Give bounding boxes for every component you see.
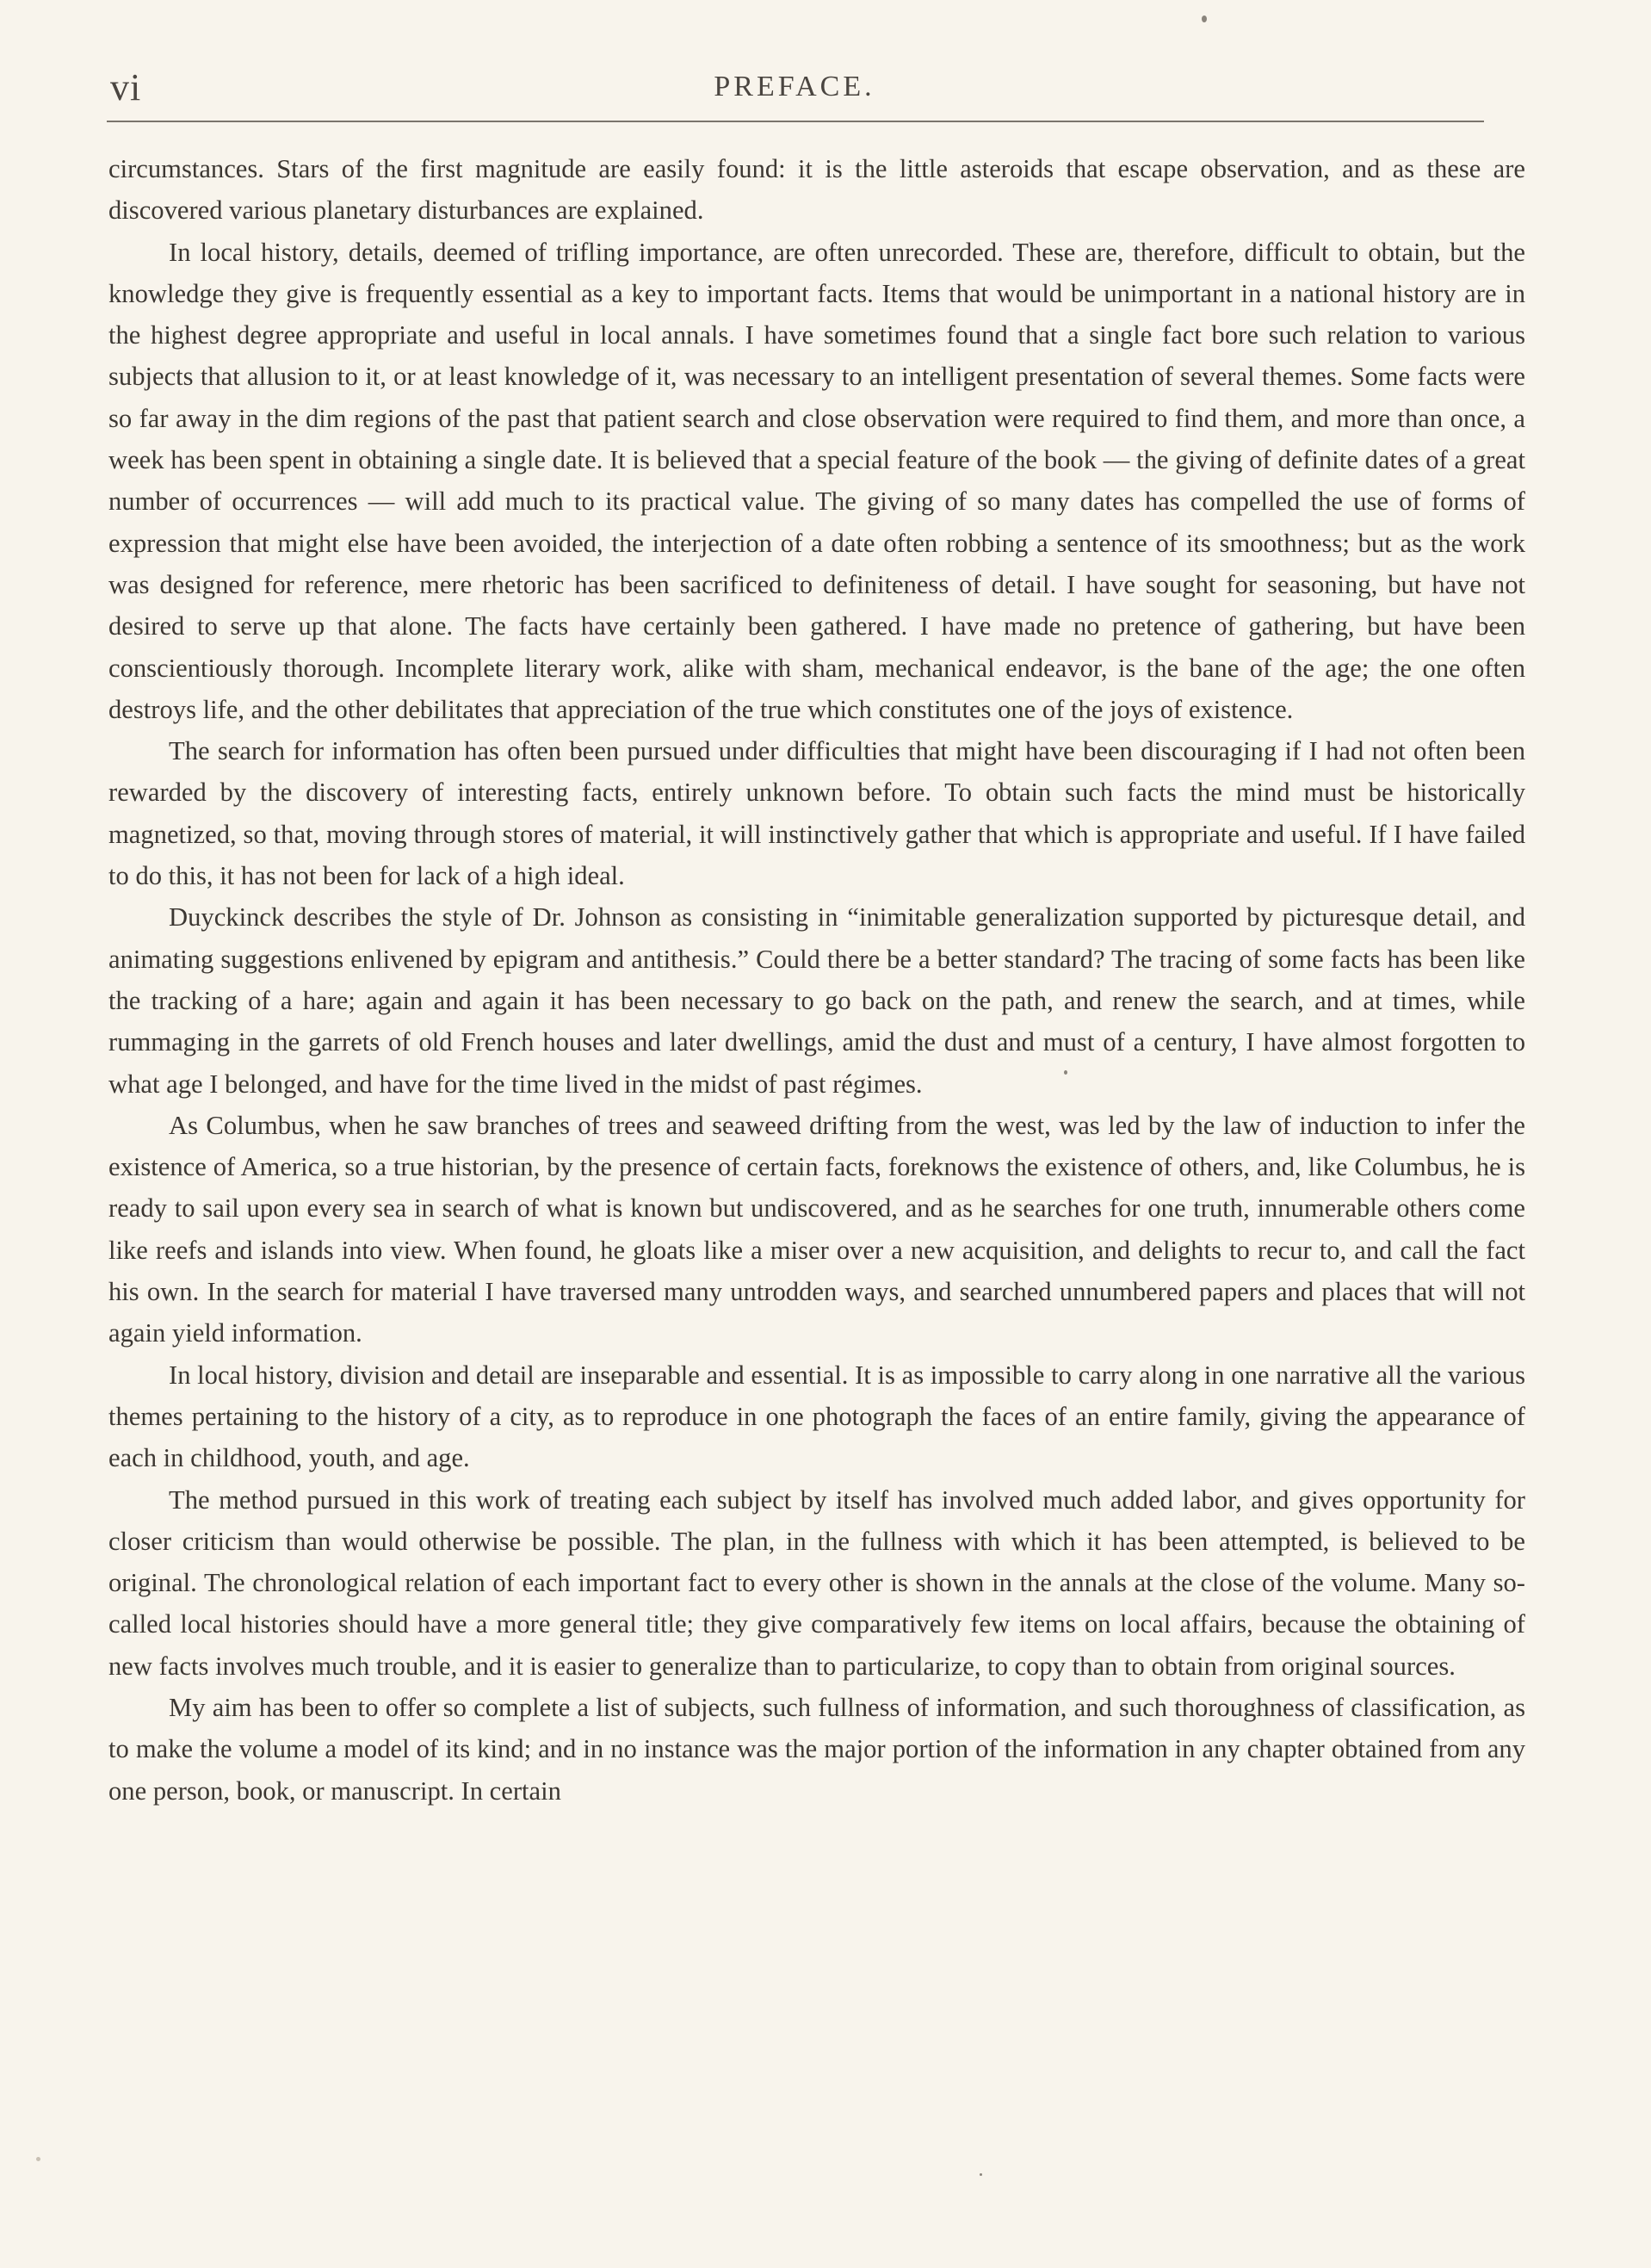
paragraph: circumstances. Stars of the first magnitude are easily found: it is the little asteroids that escape observation, and as these are discovered various planetary disturbances are explained. bbox=[108, 154, 1525, 226]
paragraph: The search for information has often been pursued under difficulties that might have been discouraging if I had not often been rewarded by the discovery of interesting facts, entirely unknown before. To obtain such facts the mind must be historically magnetized, so that, moving through stores of material, it will instinctively gather that which is appropriate and useful. If I have failed to do this, it has not been for lack of a high ideal. bbox=[108, 736, 1525, 891]
running-title: PREFACE. bbox=[714, 71, 875, 102]
body-text bbox=[108, 148, 1525, 1812]
paragraph: In local history, details, deemed of trifling importance, are often unrecorded. These are, therefore, difficult to obtain, but the knowledge they give is frequently essential as a key to important facts. Items that would be unimportant in a national history are in the highest degree appropriate and useful in local annals. I have sometimes found that a single fact bore such relation to various subjects that allusion to it, or at least knowledge of it, was necessary to an intelligent presentation of several themes. Some facts were so far away in the dim regions of the past that patient search and close observation were required to find them, and more than once, a week has been spent in obtaining a single date. It is believed that a special feature of the book — the giving of definite dates of a great number of occurrences — will add much to its practical value. The giving of so many dates has compelled the use of forms of expression that might else have been avoided, the interjection of a date often robbing a sentence of its smoothness; but as the work was designed for reference, mere rhetoric has been sacrificed to definiteness of detail. I have sought for seasoning, but have not desired to serve up that alone. The facts have certainly been gathered. I have made no pretence of gathering, but have been conscientiously thorough. Incomplete literary work, alike with sham, mechanical endeavor, is the bane of the age; the one often destroys life, and the other debilitates that appreciation of the true which constitutes one of the joys of existence. bbox=[108, 237, 1525, 724]
paragraph: The method pursued in this work of treating each subject by itself has involved much added labor, and gives opportunity for closer criticism than would otherwise be possible. The plan, in the fullness with which it has been attempted, is believed to be original. The chronological relation of each important fact to every other is shown in the annals at the close of the volume. Many so-called local histories should have a more general title; they give comparatively few items on local affairs, because the obtaining of new facts involves much trouble, and it is easier to generalize than to particularize, to copy than to obtain from original sources. bbox=[108, 1484, 1525, 1681]
running-head bbox=[107, 65, 1482, 117]
paragraph: In local history, division and detail are inseparable and essential. It is as impossible to carry along in one narrative all the various themes pertaining to the history of a city, as to reproduce in one photograph the faces of an entire family, giving the appearance of each in childhood, youth, and age. bbox=[108, 1360, 1525, 1473]
paper-speck bbox=[1202, 15, 1207, 22]
header-rule bbox=[107, 121, 1484, 122]
page-number: vi bbox=[110, 66, 142, 108]
paper-speck bbox=[980, 2173, 982, 2176]
paper-speck bbox=[1064, 1070, 1067, 1075]
paragraph: Duyckinck describes the style of Dr. Johnson as consisting in “inimitable generalization supported by picturesque detail, and animating suggestions enlivened by epigram and antithesis.” Could there be a better standard? The tracing of some facts has been like the tracking of a hare; again and again it has been necessary to go back on the path, and renew the search, and at times, while rummaging in the garrets of old French houses and later dwellings, amid the dust and must of a century, I have almost forgotten to what age I belonged, and have for the time lived in the midst of past régimes. bbox=[108, 902, 1525, 1099]
paragraph: As Columbus, when he saw branches of trees and seaweed drifting from the west, was led by the law of induction to infer the existence of America, so a true historian, by the presence of certain facts, foreknows the existence of others, and, like Columbus, he is ready to sail upon every sea in search of what is known but undiscovered, and as he searches for one truth, innumerable others come like reefs and islands into view. When found, he gloats like a miser over a new acquisition, and delights to recur to, and call the fact his own. In the search for material I have traversed many untrodden ways, and searched unnumbered papers and places that will not again yield information. bbox=[108, 1110, 1525, 1348]
paper-speck bbox=[36, 2157, 40, 2161]
paragraph: My aim has been to offer so complete a list of subjects, such fullness of information, and such thoroughness of classification, as to make the volume a model of its kind; and in no instance was the major portion of the information in any chapter obtained from any one person, book, or manuscript. In certain bbox=[108, 1692, 1525, 1806]
